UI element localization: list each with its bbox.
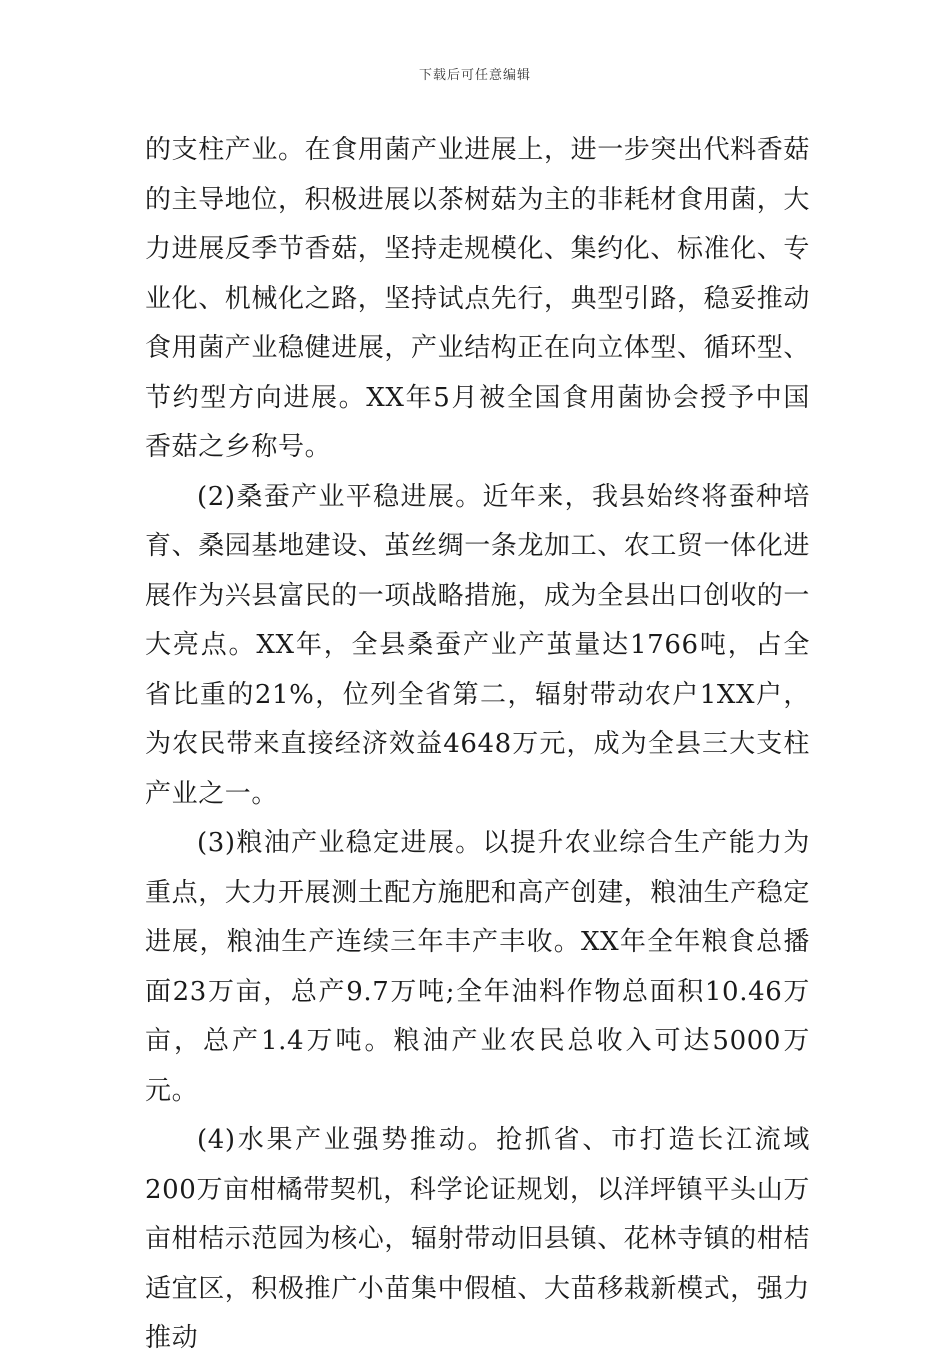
paragraph-3: (3)粮油产业稳定进展。以提升农业综合生产能力为重点，大力开展测土配方施肥和高产创建，粮油生产稳定进展，粮油生产连续三年丰产丰收。XX年全年粮食总播面23万亩，总产9.7万吨;全年油料作物总面积10.46万亩，总产1.4万吨。粮油产业农民总收入可达5000万元。: [145, 828, 811, 1106]
page-header: 下载后可任意编辑: [418, 68, 531, 83]
paragraph-1: 的支柱产业。在食用菌产业进展上，进一步突出代料香菇的主导地位，积极进展以茶树菇为主的非耗材食用菌，大力进展反季节香菇，坚持走规模化、集约化、标准化、专业化、机械化之路，坚持试点先行，典型引路，稳妥推动食用菌产业稳健进展，产业结构正在向立体型、循环型、节约型方向进展。XX年5月被全国食用菌协会授予中国香菇之乡称号。: [145, 135, 811, 462]
document-body: [145, 126, 810, 1364]
paragraph-4: (4)水果产业强势推动。抢抓省、市打造长江流域200万亩柑橘带契机，科学论证规划，以洋坪镇平头山万亩柑桔示范园为核心，辐射带动旧县镇、花林寺镇的柑桔适宜区，积极推广小苗集中假植、大苗移栽新模式，强力推动: [145, 1125, 811, 1353]
paragraph-2: (2)桑蚕产业平稳进展。近年来，我县始终将蚕种培育、桑园基地建设、茧丝绸一条龙加工、农工贸一体化进展作为兴县富民的一项战略措施，成为全县出口创收的一大亮点。XX年，全县桑蚕产业产茧量达1766吨，占全省比重的21%，位列全省第二，辐射带动农户1XX户，为农民带来直接经济效益4648万元，成为全县三大支柱产业之一。: [145, 481, 811, 809]
